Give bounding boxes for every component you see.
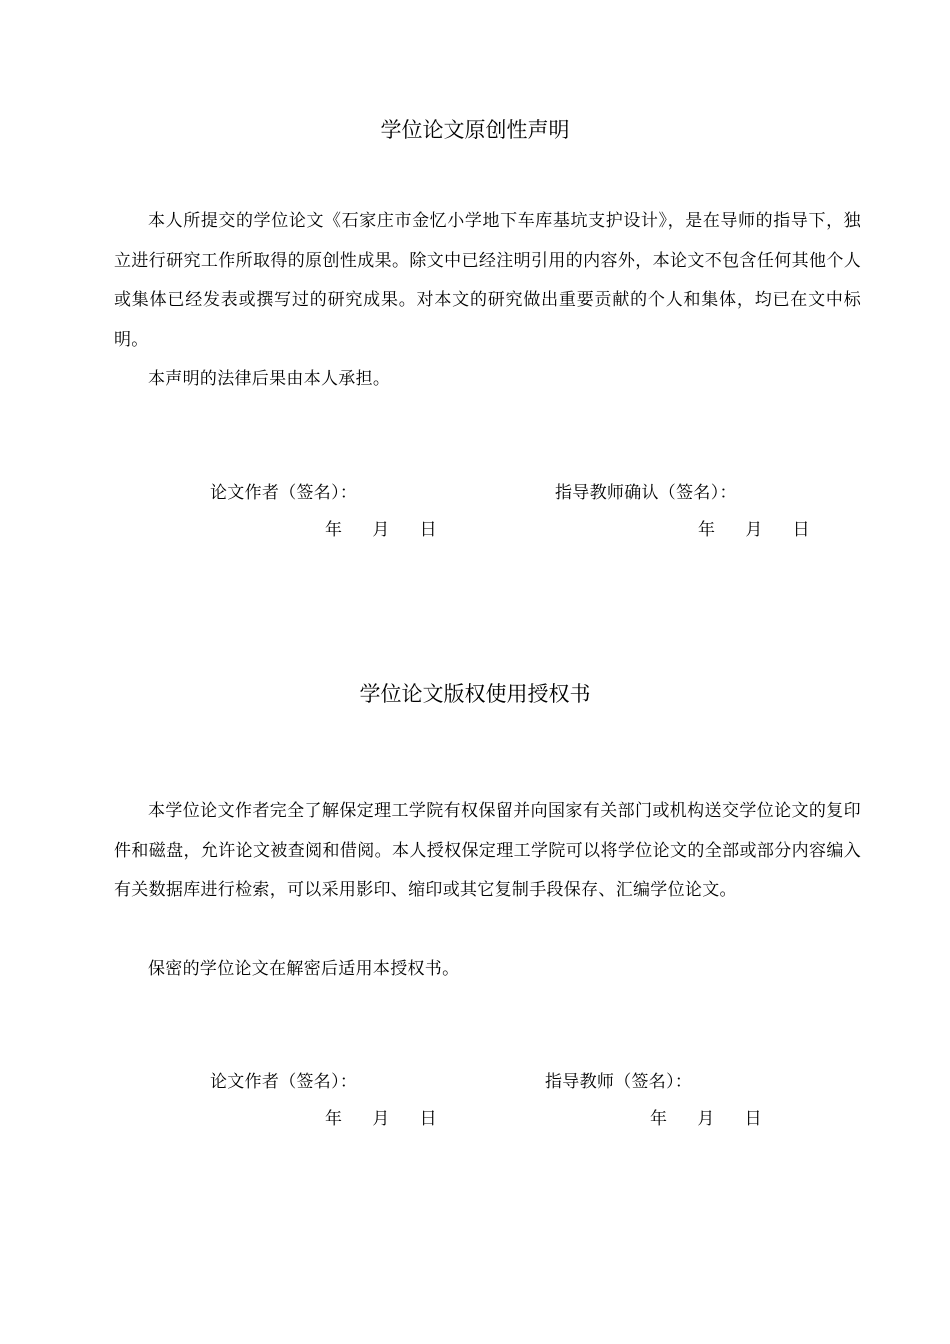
authorization-author-date xyxy=(325,1107,437,1131)
authorization-paragraph-2: 保密的学位论文在解密后适用本授权书。 xyxy=(148,959,460,979)
date-year: 年 xyxy=(325,520,343,540)
date-day: 日 xyxy=(792,520,810,540)
authorization-author-signature-label: 论文作者（签名）： xyxy=(210,1072,358,1092)
date-month: 月 xyxy=(745,520,763,540)
date-year: 年 xyxy=(698,520,716,540)
declaration-paragraph-1: 本人所提交的学位论文《石家庄市金忆小学地下车库基坑支护设计》，是在导师的指导下，独立进行研究工作所取得的原创性成果。除文中已经注明引用的内容外，本论文不包含任何其他个人或集体已经发表或撰写过的研究成果。对本文的研究做出重要贡献的个人和集体，均已在文中标明。 xyxy=(114,211,861,350)
date-day: 日 xyxy=(419,1109,437,1129)
date-day: 日 xyxy=(419,520,437,540)
date-month: 月 xyxy=(372,1109,390,1129)
declaration-title: 学位论文原创性声明 xyxy=(380,118,570,142)
declaration-paragraph-2: 本声明的法律后果由本人承担。 xyxy=(148,369,391,389)
authorization-advisor-date xyxy=(650,1107,762,1131)
authorization-title: 学位论文版权使用授权书 xyxy=(359,682,591,706)
date-month: 月 xyxy=(697,1109,715,1129)
authorization-advisor-signature-label: 指导教师（签名）： xyxy=(545,1072,693,1092)
declaration-advisor-date xyxy=(698,518,810,542)
declaration-author-signature-label: 论文作者（签名）： xyxy=(210,483,358,503)
date-year: 年 xyxy=(650,1109,668,1129)
declaration-author-date xyxy=(325,518,437,542)
date-day: 日 xyxy=(744,1109,762,1129)
date-month: 月 xyxy=(372,520,390,540)
date-year: 年 xyxy=(325,1109,343,1129)
declaration-advisor-signature-label: 指导教师确认（签名）： xyxy=(555,483,737,503)
authorization-paragraph-1: 本学位论文作者完全了解保定理工学院有权保留并向国家有关部门或机构送交学位论文的复印件和磁盘，允许论文被查阅和借阅。本人授权保定理工学院可以将学位论文的全部或部分内容编入有关数据库进行检索，可以采用影印、缩印或其它复制手段保存、汇编学位论文。 xyxy=(114,801,861,900)
